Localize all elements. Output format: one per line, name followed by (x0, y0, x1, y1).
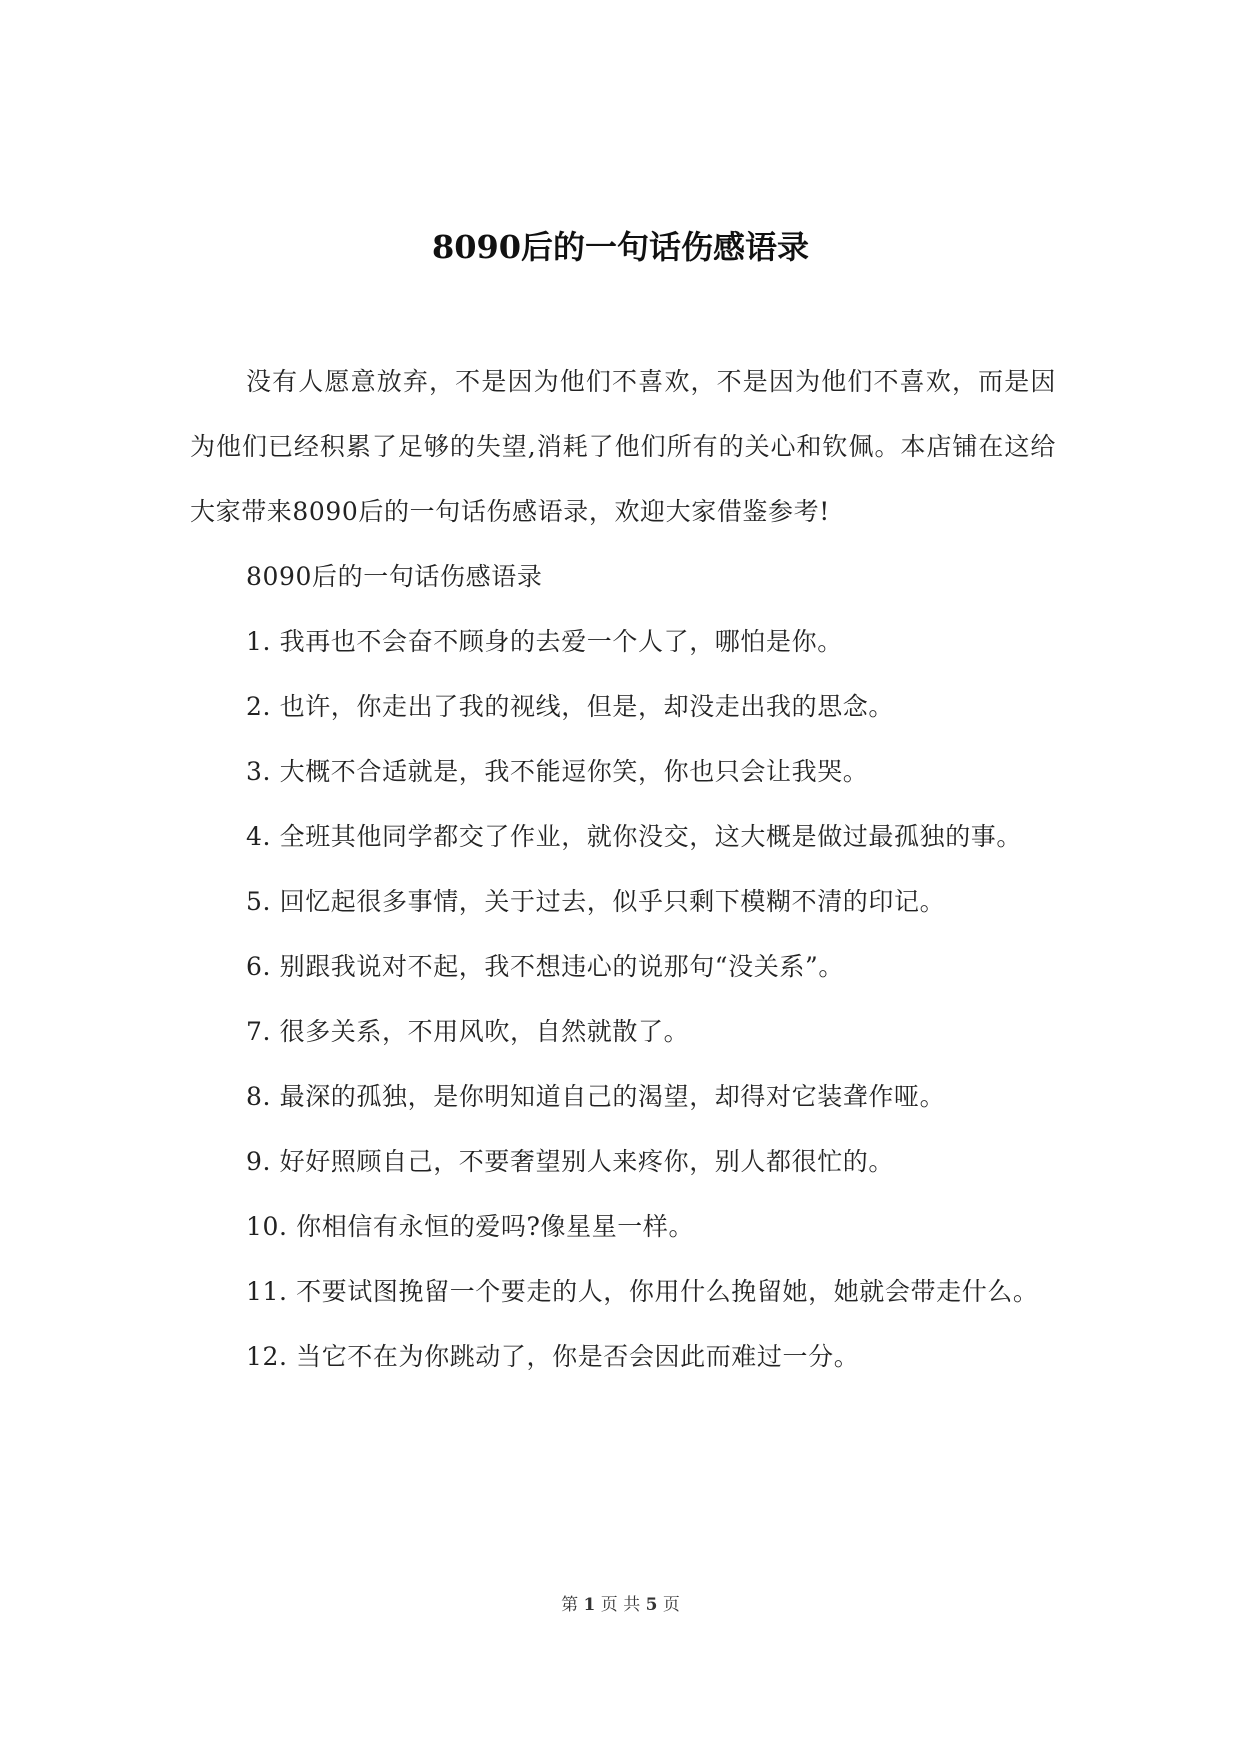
list-item: 4. 全班其他同学都交了作业，就你没交，这大概是做过最孤独的事。 (246, 822, 1023, 851)
intro-paragraph: 没有人愿意放弃，不是因为他们不喜欢，不是因为他们不喜欢，而是因为他们已经积累了足够的失望,消耗了他们所有的关心和钦佩。本店铺在这给大家带来8090后的一句话伤感语录，欢迎大家借鉴参考! (190, 367, 1056, 526)
list-item: 8. 最深的孤独，是你明知道自己的渴望，却得对它装聋作哑。 (246, 1082, 946, 1111)
list-item: 5. 回忆起很多事情，关于过去，似乎只剩下模糊不清的印记。 (246, 887, 946, 916)
list-item: 2. 也许，你走出了我的视线，但是，却没走出我的思念。 (246, 692, 895, 721)
current-page-number: 1 (583, 1595, 596, 1615)
footer-middle: 页 共 (600, 1595, 641, 1615)
list-item: 10. 你相信有永恒的爱吗?像星星一样。 (246, 1212, 695, 1241)
list-item: 7. 很多关系，不用风吹，自然就散了。 (246, 1017, 690, 1046)
list-item: 6. 别跟我说对不起，我不想违心的说那句“没关系”。 (246, 952, 844, 981)
document-body (190, 349, 1056, 1389)
list-item: 9. 好好照顾自己，不要奢望别人来疼你，别人都很忙的。 (246, 1147, 895, 1176)
list-item: 12. 当它不在为你跳动了，你是否会因此而难过一分。 (246, 1342, 860, 1371)
footer-prefix: 第 (561, 1595, 579, 1615)
list-item: 3. 大概不合适就是，我不能逗你笑，你也只会让我哭。 (246, 757, 869, 786)
total-page-count: 5 (645, 1595, 658, 1615)
list-item: 1. 我再也不会奋不顾身的去爱一个人了，哪怕是你。 (246, 627, 843, 656)
section-heading: 8090后的一句话伤感语录 (246, 562, 543, 591)
footer-suffix: 页 (662, 1595, 680, 1615)
document-title: 8090后的一句话伤感语录 (431, 228, 810, 266)
page-footer (0, 1593, 1241, 1617)
list-item: 11. 不要试图挽留一个要走的人，你用什么挽留她，她就会带走什么。 (246, 1277, 1039, 1306)
